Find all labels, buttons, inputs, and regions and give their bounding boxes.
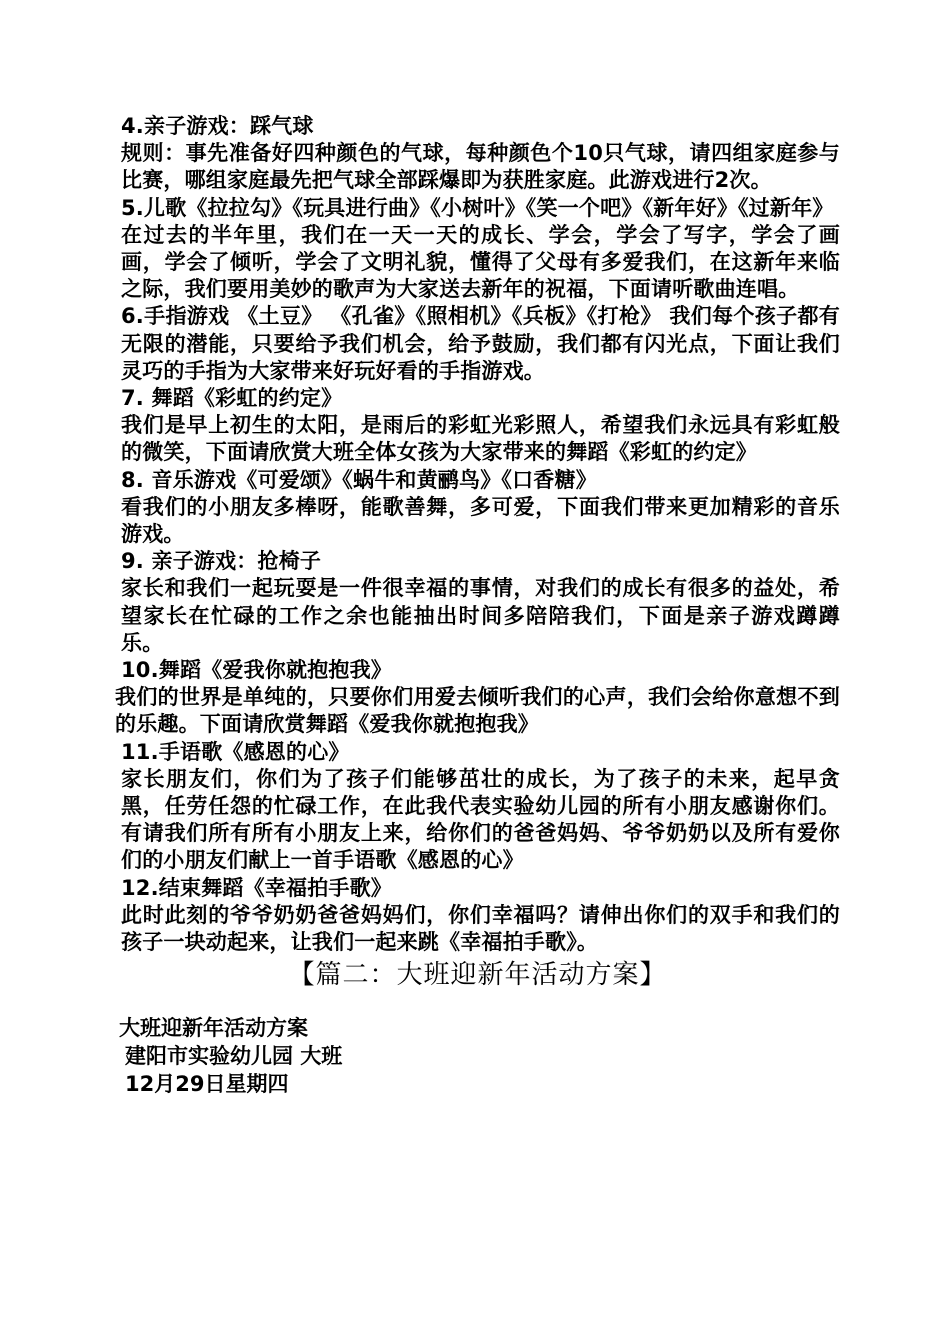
body-paragraph: 我们的世界是单纯的，只要你们用爱去倾听我们的心声，我们会给你意想不到的乐趣。下面请欣赏舞蹈《爱我你就抱抱我》	[115, 685, 840, 737]
body-paragraph: 我们是早上初生的太阳，是雨后的彩虹光彩照人，希望我们永远具有彩虹般的微笑，下面请欣赏大班全体女孩为大家带来的舞蹈《彩虹的约定》	[121, 413, 840, 465]
item-heading: 9. 亲子游戏：抢椅子	[121, 549, 322, 574]
item-heading: 6.手指游戏 《土豆》 《孔雀》《照相机》《兵板》《打枪》 我们每个孩子都有无限的潜能，只要给予我们机会，给予鼓励，我们都有闪光点，下面让我们灵巧的手指为大家带来好玩好看的手指游戏。	[121, 304, 840, 383]
item-heading: 5.儿歌《拉拉勾》《玩具进行曲》《小树叶》《笑一个吧》《新年好》《过新年》	[121, 195, 834, 220]
item-heading: 10.舞蹈《爱我你就抱抱我》	[121, 658, 393, 683]
section-title: 【篇二：大班迎新年活动方案】	[288, 960, 667, 991]
body-paragraph: 此时此刻的爷爷奶奶爸爸妈妈们，你们幸福吗？请伸出你们的双手和我们的孩子一块动起来，让我们一起来跳《幸福拍手歌》。	[121, 902, 840, 955]
item-heading: 4.亲子游戏：踩气球	[121, 114, 314, 138]
body-paragraph: 在过去的半年里，我们在一天一天的成长、学会，学会了写字，学会了画画，学会了倾听，学会了文明礼貌，懂得了父母有多爱我们，在这新年来临之际，我们要用美妙的歌声为大家送去新年的祝福，下面请听歌曲连唱。	[121, 222, 840, 302]
subtitle-line: 建阳市实验幼儿园 大班	[125, 1044, 343, 1069]
body-paragraph: 规则：事先准备好四种颜色的气球，每种颜色个10只气球，请四组家庭参与比赛，哪组家庭最先把气球全部踩爆即为获胜家庭。此游戏进行2次。	[121, 141, 840, 193]
body-paragraph: 家长和我们一起玩耍是一件很幸福的事情，对我们的成长有很多的益处，希望家长在忙碌的工作之余也能抽出时间多陪陪我们，下面是亲子游戏蹲蹲乐。	[121, 576, 840, 655]
subtitle-line: 12月29日星期四	[125, 1072, 289, 1097]
item-heading: 7. 舞蹈《彩虹的约定》	[121, 386, 343, 411]
item-heading: 12.结束舞蹈《幸福拍手歌》	[121, 875, 393, 900]
item-heading: 11.手语歌《感恩的心》	[121, 739, 350, 764]
subtitle-line: 大班迎新年活动方案	[119, 1016, 308, 1041]
body-paragraph: 家长朋友们，你们为了孩子们能够茁壮的成长，为了孩子的未来，起早贪黑，任劳任怨的忙碌工作，在此我代表实验幼儿园的所有小朋友感谢你们。有请我们所有所有小朋友上来，给你们的爸爸妈妈、爷爷奶奶以及所有爱你们的小朋友们献上一首手语歌《感恩的心》	[121, 766, 840, 873]
item-heading: 8. 音乐游戏《可爱颂》《蜗牛和黄鹂鸟》《口香糖》	[121, 467, 597, 492]
document-page	[115, 113, 840, 1098]
body-paragraph: 看我们的小朋友多棒呀，能歌善舞，多可爱，下面我们带来更加精彩的音乐游戏。	[121, 494, 840, 547]
